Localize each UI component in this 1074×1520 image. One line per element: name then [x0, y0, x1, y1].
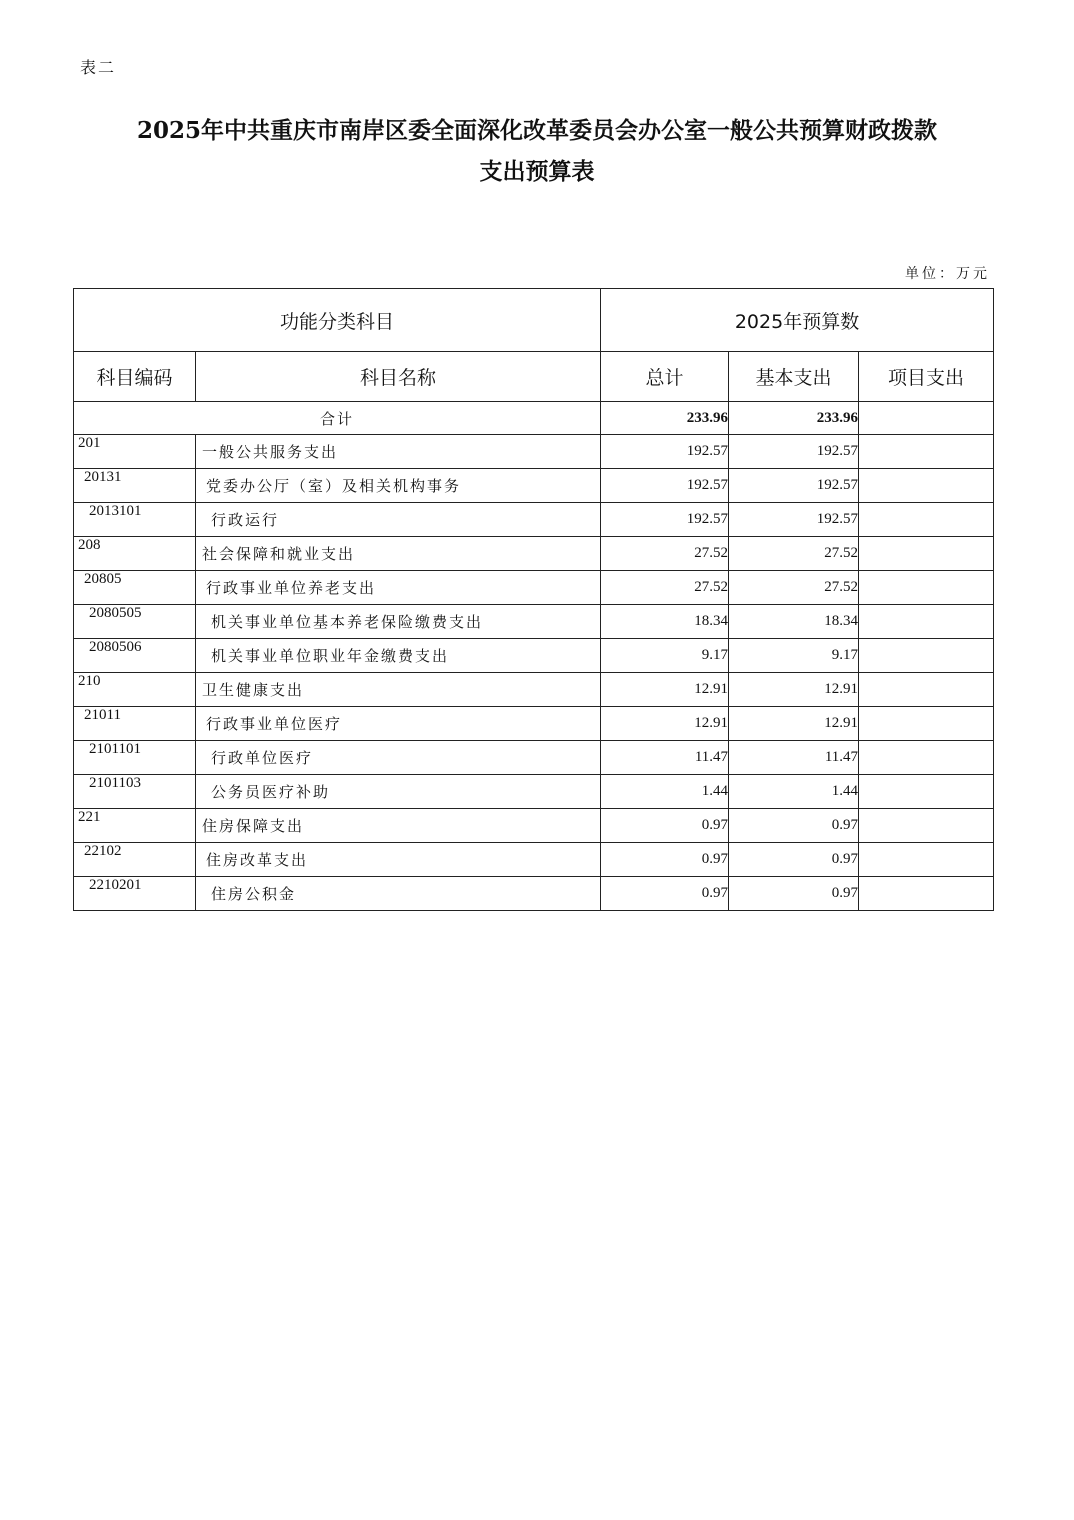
col-header-basic: 基本支出 [729, 352, 859, 402]
row-name: 行政运行 [196, 503, 601, 537]
col-group-function-category: 功能分类科目 [74, 289, 601, 352]
table-row [74, 741, 994, 775]
total-basic: 233.96 [729, 402, 859, 435]
row-code: 20131 [74, 469, 196, 503]
row-code: 2101101 [74, 741, 196, 775]
row-basic: 0.97 [729, 877, 859, 911]
row-total: 192.57 [601, 469, 729, 503]
row-total: 12.91 [601, 707, 729, 741]
row-total: 0.97 [601, 877, 729, 911]
row-name: 住房保障支出 [196, 809, 601, 843]
table-row [74, 809, 994, 843]
document-title-line1: 2025年中共重庆市南岸区委全面深化改革委员会办公室一般公共预算财政拨款 [136, 117, 937, 144]
table-row [74, 673, 994, 707]
row-project [859, 537, 994, 571]
row-project [859, 877, 994, 911]
row-name: 党委办公厅（室）及相关机构事务 [196, 469, 601, 503]
table-row [74, 843, 994, 877]
unit-label: 单位：万元 [905, 266, 990, 282]
row-basic: 1.44 [729, 775, 859, 809]
row-project [859, 741, 994, 775]
header-row-columns [74, 352, 994, 402]
row-basic: 12.91 [729, 673, 859, 707]
row-project [859, 809, 994, 843]
row-name: 公务员医疗补助 [196, 775, 601, 809]
row-name: 社会保障和就业支出 [196, 537, 601, 571]
row-name: 卫生健康支出 [196, 673, 601, 707]
row-project [859, 639, 994, 673]
row-basic: 12.91 [729, 707, 859, 741]
row-total: 9.17 [601, 639, 729, 673]
total-row [74, 402, 994, 435]
budget-table [73, 288, 994, 911]
row-code: 221 [74, 809, 196, 843]
row-name: 住房公积金 [196, 877, 601, 911]
row-project [859, 571, 994, 605]
table-row [74, 503, 994, 537]
row-code: 2210201 [74, 877, 196, 911]
row-project [859, 775, 994, 809]
row-basic: 27.52 [729, 571, 859, 605]
row-basic: 192.57 [729, 435, 859, 469]
row-code: 2080505 [74, 605, 196, 639]
row-basic: 11.47 [729, 741, 859, 775]
table-row [74, 435, 994, 469]
row-basic: 18.34 [729, 605, 859, 639]
row-total: 27.52 [601, 537, 729, 571]
row-total: 192.57 [601, 503, 729, 537]
row-project [859, 469, 994, 503]
col-group-budget-amount: 2025年预算数 [601, 289, 994, 352]
row-name: 一般公共服务支出 [196, 435, 601, 469]
row-total: 11.47 [601, 741, 729, 775]
table-row [74, 571, 994, 605]
row-code: 21011 [74, 707, 196, 741]
row-code: 208 [74, 537, 196, 571]
row-total: 1.44 [601, 775, 729, 809]
header-row-group [74, 289, 994, 352]
row-basic: 0.97 [729, 843, 859, 877]
row-name: 行政事业单位养老支出 [196, 571, 601, 605]
table-row [74, 707, 994, 741]
table-row [74, 605, 994, 639]
col-header-name: 科目名称 [196, 352, 601, 402]
row-name: 行政事业单位医疗 [196, 707, 601, 741]
row-total: 27.52 [601, 571, 729, 605]
row-code: 22102 [74, 843, 196, 877]
row-total: 18.34 [601, 605, 729, 639]
col-header-code: 科目编码 [74, 352, 196, 402]
row-total: 192.57 [601, 435, 729, 469]
row-name: 行政单位医疗 [196, 741, 601, 775]
row-total: 12.91 [601, 673, 729, 707]
table-row [74, 775, 994, 809]
row-project [859, 843, 994, 877]
row-code: 2013101 [74, 503, 196, 537]
row-code: 210 [74, 673, 196, 707]
row-basic: 27.52 [729, 537, 859, 571]
row-code: 20805 [74, 571, 196, 605]
row-project [859, 435, 994, 469]
row-name: 机关事业单位职业年金缴费支出 [196, 639, 601, 673]
table-row [74, 537, 994, 571]
total-label: 合计 [74, 402, 601, 435]
row-code: 2080506 [74, 639, 196, 673]
row-name: 住房改革支出 [196, 843, 601, 877]
row-code: 201 [74, 435, 196, 469]
row-project [859, 503, 994, 537]
row-name: 机关事业单位基本养老保险缴费支出 [196, 605, 601, 639]
row-total: 0.97 [601, 809, 729, 843]
row-basic: 192.57 [729, 503, 859, 537]
row-basic: 192.57 [729, 469, 859, 503]
col-header-total: 总计 [601, 352, 729, 402]
row-project [859, 707, 994, 741]
total-project [859, 402, 994, 435]
total-sum: 233.96 [601, 402, 729, 435]
row-code: 2101103 [74, 775, 196, 809]
table-row [74, 877, 994, 911]
table-row [74, 469, 994, 503]
table-row [74, 639, 994, 673]
row-project [859, 605, 994, 639]
row-total: 0.97 [601, 843, 729, 877]
col-header-project: 项目支出 [859, 352, 994, 402]
row-project [859, 673, 994, 707]
row-basic: 9.17 [729, 639, 859, 673]
row-basic: 0.97 [729, 809, 859, 843]
table-label: 表二 [80, 58, 117, 77]
document-title-line2: 支出预算表 [479, 158, 595, 185]
